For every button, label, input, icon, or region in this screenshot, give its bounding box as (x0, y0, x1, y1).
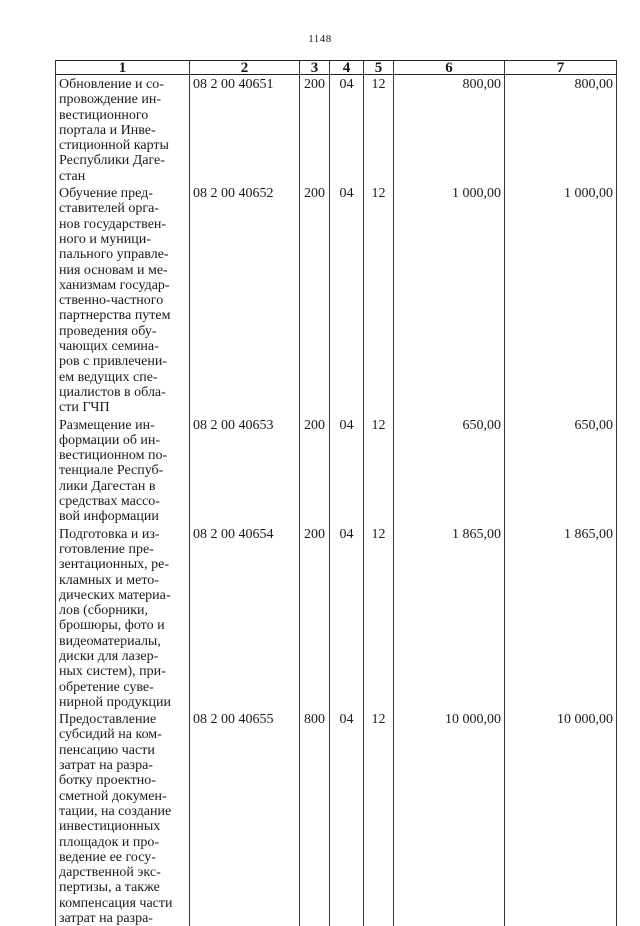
expense-name (56, 710, 190, 926)
expense-name (56, 75, 190, 185)
expense-type-code: 200 (300, 416, 330, 525)
name-line: вестиционном по- (59, 448, 168, 464)
name-line: ханизмам государ- (59, 277, 170, 293)
name-line: кламных и мето- (59, 572, 159, 588)
name-line: затрат на разра- (59, 911, 153, 926)
name-line: Обучение пред- (59, 186, 153, 202)
name-line: обретение суве- (59, 679, 154, 695)
name-line: ботку проектно- (59, 773, 156, 789)
table-row (56, 525, 617, 711)
name-line: видеоматериалы, (59, 633, 161, 649)
name-line: брошюры, фото и (59, 618, 165, 634)
column-header-2: 2 (190, 61, 300, 75)
name-line: тенциале Респуб- (59, 463, 164, 479)
name-line: ния основам и ме- (59, 262, 168, 278)
subsection-code: 12 (364, 75, 394, 185)
name-line: стиционной карты (59, 138, 169, 154)
table-row (56, 416, 617, 525)
amount-col-7: 1 865,00 (505, 525, 617, 711)
name-line: чающих семина- (59, 339, 159, 355)
name-line: Предоставление (59, 712, 157, 728)
classification-code: 08 2 00 40655 (190, 710, 300, 926)
subsection-code: 12 (364, 710, 394, 926)
name-line: тации, на создание (59, 803, 172, 819)
subsection-code: 12 (364, 184, 394, 415)
table-row (56, 710, 617, 926)
expense-name (56, 525, 190, 711)
name-line: диски для лазер- (59, 648, 159, 664)
name-line: портала и Инве- (59, 122, 156, 138)
name-line: Республики Даге- (59, 153, 165, 169)
name-line: площадок и про- (59, 834, 160, 850)
amount-col-6: 1 000,00 (394, 184, 505, 415)
name-line: стан (59, 168, 86, 184)
name-line: инвестиционных (59, 819, 161, 835)
name-line: зентационных, ре- (59, 557, 169, 573)
name-line: сметной докумен- (59, 788, 167, 804)
name-line: вестиционного (59, 107, 149, 123)
expense-name (56, 416, 190, 525)
name-line: ственно-частного (59, 293, 164, 309)
amount-col-6: 800,00 (394, 75, 505, 185)
name-line: субсидий на ком- (59, 727, 162, 743)
name-line: вой информации (59, 509, 159, 525)
budget-table (55, 60, 617, 926)
subsection-code: 12 (364, 416, 394, 525)
name-line: Размещение ин- (59, 417, 155, 433)
amount-col-6: 650,00 (394, 416, 505, 525)
amount-col-7: 10 000,00 (505, 710, 617, 926)
classification-code: 08 2 00 40651 (190, 75, 300, 185)
column-header-3: 3 (300, 61, 330, 75)
name-line: циалистов в обла- (59, 384, 166, 400)
expense-type-code: 800 (300, 710, 330, 926)
amount-col-6: 1 865,00 (394, 525, 505, 711)
section-code: 04 (330, 525, 364, 711)
expense-type-code: 200 (300, 525, 330, 711)
table-row (56, 75, 617, 185)
name-line: сти ГЧП (59, 400, 110, 416)
name-line: лики Дагестан в (59, 478, 156, 494)
name-line: провождение ин- (59, 92, 162, 108)
name-line: партнерства путем (59, 308, 171, 324)
name-line: Обновление и со- (59, 77, 164, 92)
name-line: пертизы, а также (59, 880, 160, 896)
name-line: пального управле- (59, 247, 169, 263)
amount-col-7: 800,00 (505, 75, 617, 185)
section-code: 04 (330, 416, 364, 525)
name-line: компенсация части (59, 895, 173, 911)
name-line: ных систем), при- (59, 664, 166, 680)
column-header-1: 1 (56, 61, 190, 75)
column-header-5: 5 (364, 61, 394, 75)
amount-col-7: 650,00 (505, 416, 617, 525)
name-line: нов государствен- (59, 216, 167, 232)
column-header-4: 4 (330, 61, 364, 75)
name-line: лов (сборники, (59, 603, 149, 619)
name-line: дарственной экс- (59, 865, 161, 881)
name-line: пенсацию части (59, 742, 155, 758)
name-line: ведение ее госу- (59, 849, 156, 865)
name-line: затрат на разра- (59, 758, 153, 774)
section-code: 04 (330, 184, 364, 415)
name-line: ставителей орга- (59, 201, 159, 217)
expense-name (56, 184, 190, 415)
section-code: 04 (330, 710, 364, 926)
header-row (56, 61, 617, 75)
name-line: ного и муници- (59, 231, 151, 247)
name-line: ров с привлечени- (59, 354, 167, 370)
name-line: средствах массо- (59, 494, 160, 510)
name-line: Подготовка и из- (59, 526, 160, 542)
name-line: дических материа- (59, 587, 171, 603)
name-line: ем ведущих спе- (59, 369, 158, 385)
amount-col-6: 10 000,00 (394, 710, 505, 926)
page-number: 1148 (308, 33, 332, 45)
expense-type-code: 200 (300, 75, 330, 185)
section-code: 04 (330, 75, 364, 185)
classification-code: 08 2 00 40652 (190, 184, 300, 415)
column-header-6: 6 (394, 61, 505, 75)
expense-type-code: 200 (300, 184, 330, 415)
classification-code: 08 2 00 40654 (190, 525, 300, 711)
table-row (56, 184, 617, 415)
column-header-7: 7 (505, 61, 617, 75)
name-line: проведения обу- (59, 323, 157, 339)
name-line: готовление пре- (59, 541, 154, 557)
amount-col-7: 1 000,00 (505, 184, 617, 415)
classification-code: 08 2 00 40653 (190, 416, 300, 525)
subsection-code: 12 (364, 525, 394, 711)
name-line: формации об ин- (59, 432, 161, 448)
name-line: нирной продукции (59, 694, 171, 710)
